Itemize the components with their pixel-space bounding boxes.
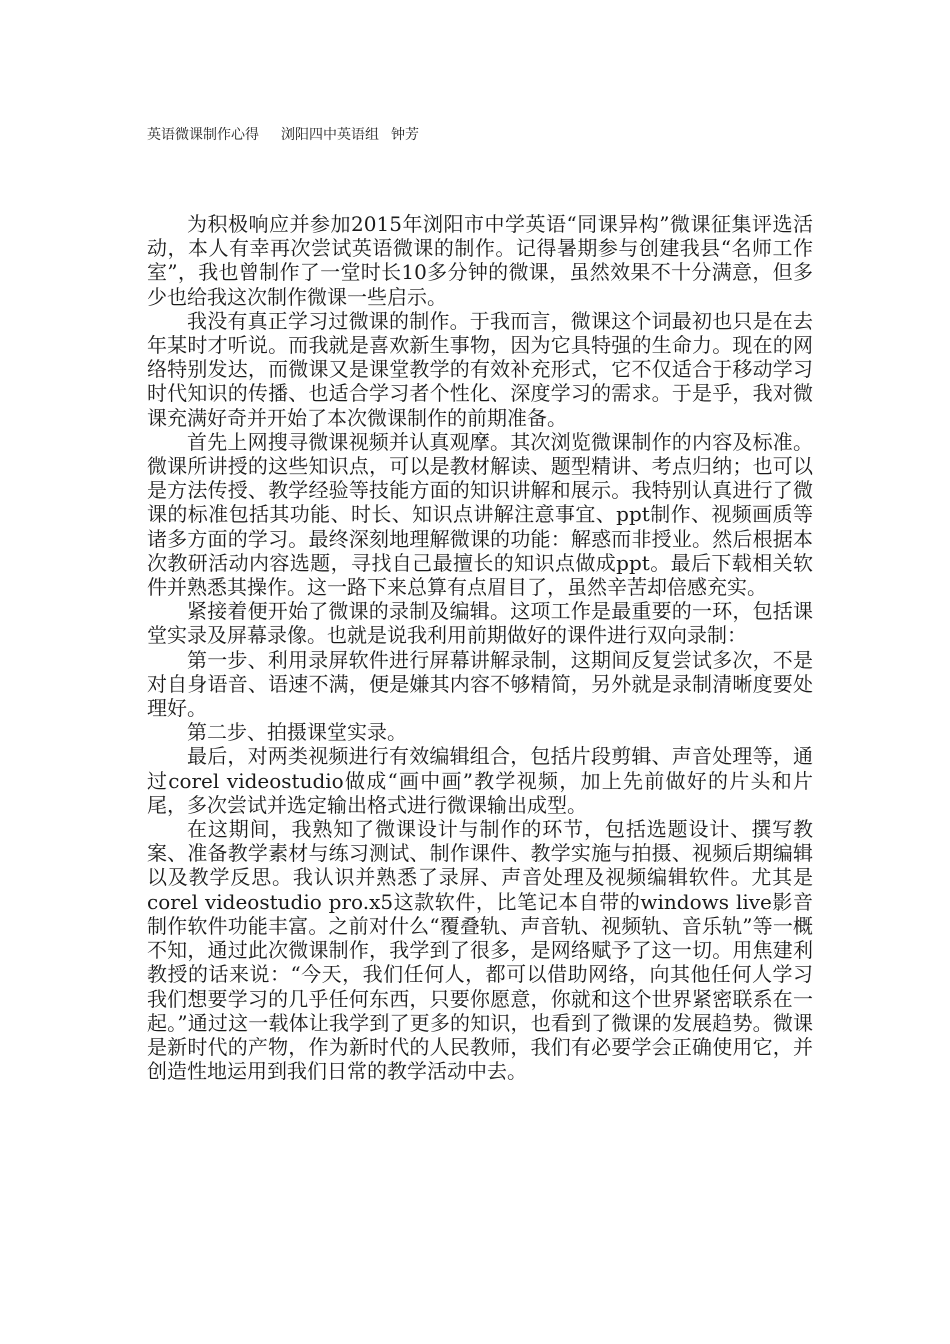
paragraph-2: 我没有真正学习过微课的制作。于我而言，微课这个词最初也只是在去年某时才听说。而我就是喜欢新生事物，因为它具特强的生命力。现在的网络特别发达，而微课又是课堂教学的有效补充形式，它不仅适合于移动学习时代知识的传播、也适合学习者个性化、深度学习的需求。于是乎，我对微课充满好奇并开始了本次微课制作的前期准备。 bbox=[147, 308, 813, 430]
paragraph-6: 第二步、拍摄课堂实录。 bbox=[187, 720, 407, 745]
school-group: 浏阳四中英语组 bbox=[281, 127, 379, 143]
paragraph-5: 第一步、利用录屏软件进行屏幕讲解录制，这期间反复尝试多次，不是对自身语音、语速不满，便是嫌其内容不够精简，另外就是录制清晰度要处理好。 bbox=[147, 647, 813, 721]
paragraph-1: 为积极响应并参加2015年浏阳市中学英语“同课异构”微课征集评选活动，本人有幸再次尝试英语微课的制作。记得暑期参与创建我县“名师工作室”，我也曾制作了一堂时长10多分钟的微课，虽然效果不十分满意，但多少也给我这次制作微课一些启示。 bbox=[147, 212, 813, 309]
paragraph-3: 首先上网搜寻微课视频并认真观摩。其次浏览微课制作的内容及标准。微课所讲授的这些知识点，可以是教材解读、题型精讲、考点归纳；也可以是方法传授、教学经验等技能方面的知识讲解和展示。我特别认真进行了微课的标准包括其功能、时长、知识点讲解注意事宜、ppt制作、视频画质等诸多方面的学习。最终深刻地理解微课的功能：解惑而非授业。然后根据本次教研活动内容选题，寻找自己最擅长的知识点做成ppt。最后下载相关软件并熟悉其操作。这一路下来总算有点眉目了，虽然辛苦却倍感充实。 bbox=[147, 429, 813, 600]
paragraph-8: 在这期间，我熟知了微课设计与制作的环节，包括选题设计、撰写教案、准备教学素材与练习测试、制作课件、教学实施与拍摄、视频后期编辑以及教学反思。我认识并熟悉了录屏、声音处理及视频编辑软件。尤其是corel videostudio pro.x5这款软件，比笔记本自带的windows live影音制作软件功能丰富。之前对什么“覆叠轨、声音轨、视频轨、音乐轨”等一概不知，通过此次微课制作，我学到了很多，是网络赋予了这一切。用焦建利教授的话来说：“今天，我们任何人，都可以借助网络，向其他任何人学习我们想要学习的几乎任何东西，只要你愿意，你就和这个世界紧密联系在一起。”通过这一载体让我学到了更多的知识，也看到了微课的发展趋势。微课是新时代的产物，作为新时代的人民教师，我们有必要学会正确使用它，并创造性地运用到我们日常的教学活动中去。 bbox=[147, 817, 813, 1084]
document-header bbox=[147, 126, 419, 144]
paragraph-7: 最后，对两类视频进行有效编辑组合，包括片段剪辑、声音处理等，通过corel videostudio做成“画中画”教学视频，加上先前做好的片头和片尾，多次尝试并选定输出格式进行微课输出成型。 bbox=[147, 744, 813, 817]
paragraph-4: 紧接着便开始了微课的录制及编辑。这项工作是最重要的一环，包括课堂实录及屏幕录像。也就是说我利用前期做好的课件进行双向录制： bbox=[147, 599, 813, 648]
document-title: 英语微课制作心得 bbox=[147, 127, 259, 143]
document-body bbox=[147, 212, 813, 1083]
author-name: 钟芳 bbox=[391, 127, 419, 143]
